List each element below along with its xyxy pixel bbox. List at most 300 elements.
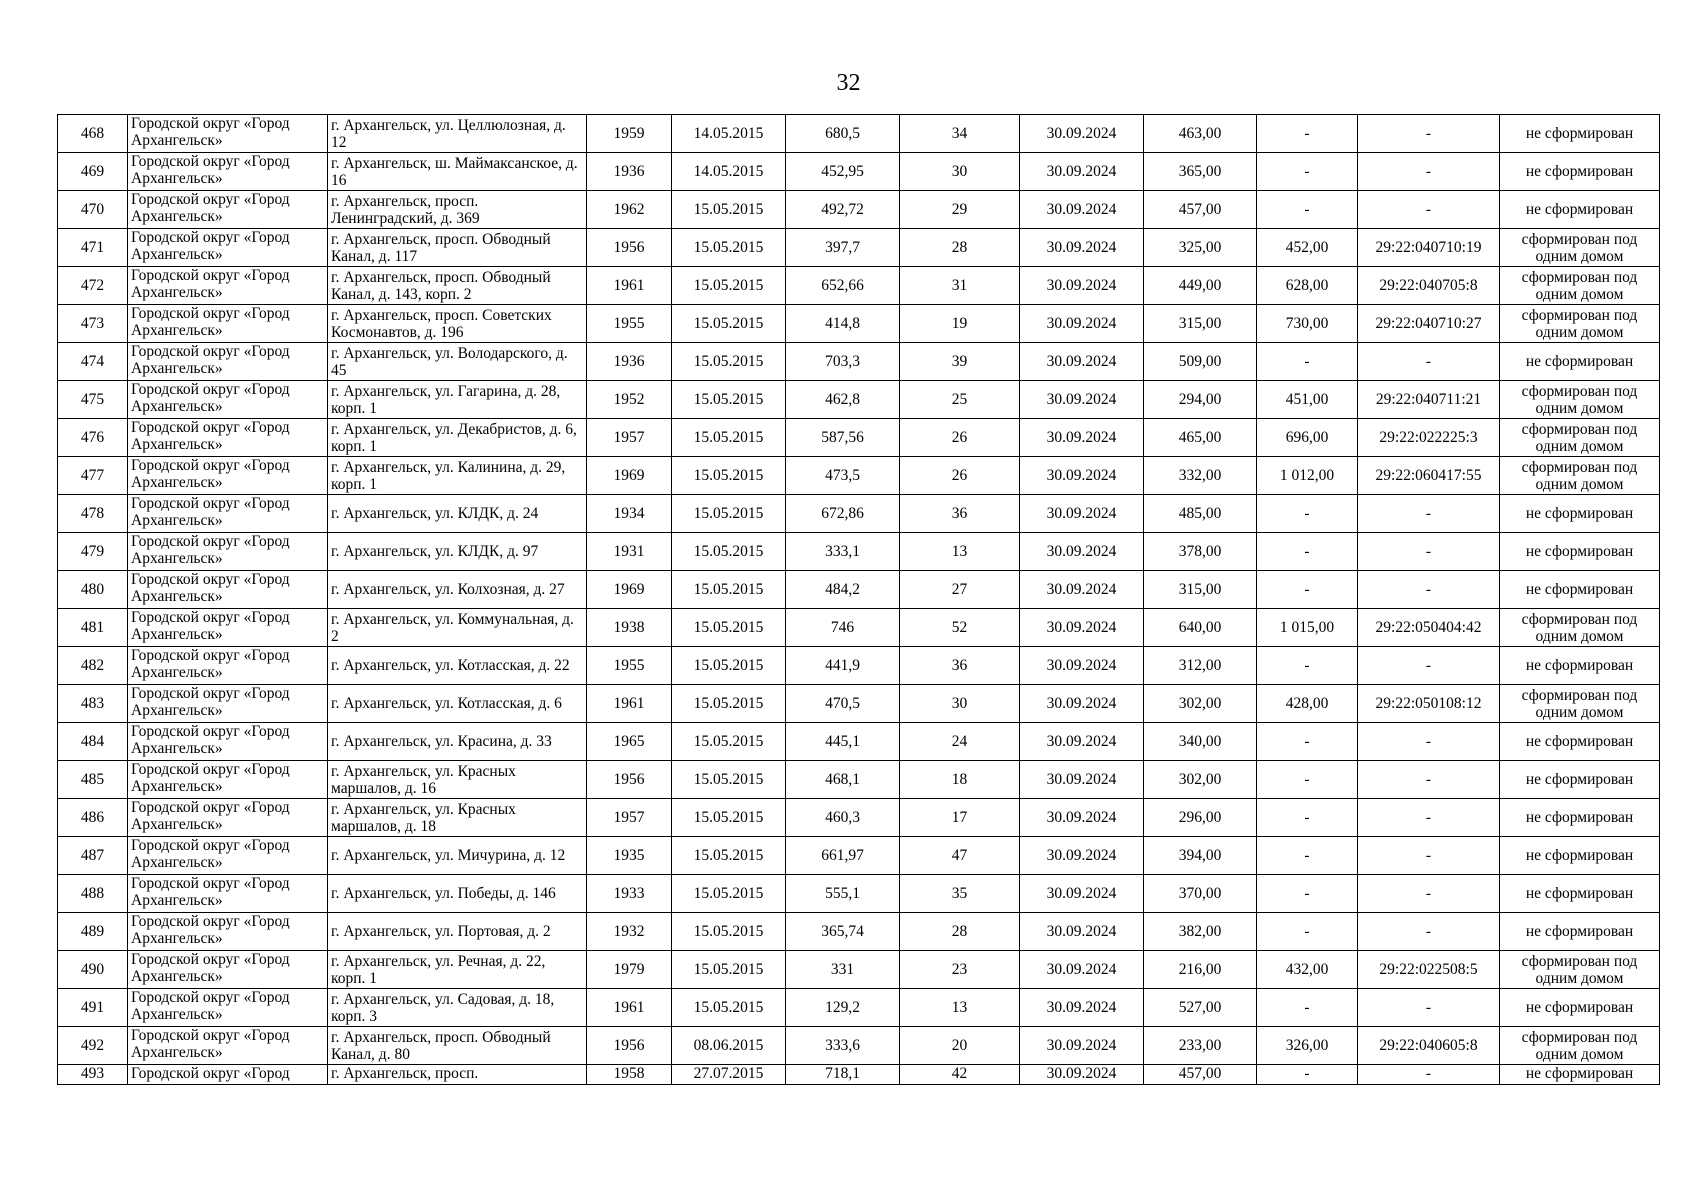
address-cell: г. Архангельск, ул. Красных маршалов, д. 18 [328,799,587,837]
area-cell: 460,3 [786,799,900,837]
year-built-cell: 1957 [587,799,672,837]
table-row [58,153,1660,191]
table-row [58,951,1660,989]
recognition-date-cell: 08.06.2015 [672,1027,786,1065]
address-cell: г. Архангельск, просп. Обводный Канал, д. 143, корп. 2 [328,267,587,305]
year-built-cell: 1931 [587,533,672,571]
residents-cell: 39 [900,343,1020,381]
land-status-cell: не сформирован [1500,571,1660,609]
row-number-cell: 474 [58,343,128,381]
cadastre-number-cell: - [1358,191,1500,229]
area-cell: 484,2 [786,571,900,609]
municipality-cell: Городской округ «Город Архангельск» [128,533,328,571]
year-built-cell: 1961 [587,989,672,1027]
cadastre-number-cell: - [1358,533,1500,571]
land-norm-cell: 216,00 [1144,951,1257,989]
deadline-cell: 30.09.2024 [1020,685,1144,723]
year-built-cell: 1956 [587,1027,672,1065]
land-norm-cell: 382,00 [1144,913,1257,951]
row-number-cell: 491 [58,989,128,1027]
cadastre-number-cell: 29:22:040710:27 [1358,305,1500,343]
residents-cell: 13 [900,989,1020,1027]
year-built-cell: 1935 [587,837,672,875]
year-built-cell: 1955 [587,647,672,685]
land-status-cell: не сформирован [1500,495,1660,533]
land-fact-cell: - [1257,837,1358,875]
municipality-cell: Городской округ «Город Архангельск» [128,723,328,761]
municipality-cell: Городской округ «Город Архангельск» [128,381,328,419]
address-cell: г. Архангельск, ул. Садовая, д. 18, корп. 3 [328,989,587,1027]
area-cell: 672,86 [786,495,900,533]
land-fact-cell: - [1257,153,1358,191]
land-status-cell: не сформирован [1500,837,1660,875]
table-row [58,1027,1660,1065]
area-cell: 462,8 [786,381,900,419]
row-number-cell: 490 [58,951,128,989]
municipality-cell: Городской округ «Город Архангельск» [128,647,328,685]
land-norm-cell: 457,00 [1144,1065,1257,1085]
deadline-cell: 30.09.2024 [1020,723,1144,761]
year-built-cell: 1955 [587,305,672,343]
residents-cell: 42 [900,1065,1020,1085]
residents-cell: 25 [900,381,1020,419]
address-cell: г. Архангельск, ул. Целлюлозная, д. 12 [328,115,587,153]
cadastre-number-cell: - [1358,647,1500,685]
land-norm-cell: 315,00 [1144,571,1257,609]
address-cell: г. Архангельск, ул. Котласская, д. 6 [328,685,587,723]
cadastre-number-cell: - [1358,343,1500,381]
deadline-cell: 30.09.2024 [1020,761,1144,799]
land-status-cell: сформирован под одним домом [1500,305,1660,343]
residents-cell: 17 [900,799,1020,837]
table-row [58,723,1660,761]
recognition-date-cell: 15.05.2015 [672,875,786,913]
cadastre-number-cell: 29:22:022508:5 [1358,951,1500,989]
municipality-cell: Городской округ «Город Архангельск» [128,343,328,381]
table-row [58,381,1660,419]
row-number-cell: 481 [58,609,128,647]
row-number-cell: 487 [58,837,128,875]
residents-cell: 34 [900,115,1020,153]
municipality-cell: Городской округ «Город Архангельск» [128,875,328,913]
row-number-cell: 469 [58,153,128,191]
year-built-cell: 1956 [587,761,672,799]
municipality-cell: Городской округ «Город Архангельск» [128,685,328,723]
land-status-cell: не сформирован [1500,761,1660,799]
recognition-date-cell: 15.05.2015 [672,913,786,951]
deadline-cell: 30.09.2024 [1020,951,1144,989]
municipality-cell: Городской округ «Город Архангельск» [128,153,328,191]
land-norm-cell: 509,00 [1144,343,1257,381]
municipality-cell: Городской округ «Город Архангельск» [128,1027,328,1065]
recognition-date-cell: 15.05.2015 [672,305,786,343]
area-cell: 718,1 [786,1065,900,1085]
municipality-cell: Городской округ «Город Архангельск» [128,609,328,647]
municipality-cell: Городской округ «Город [128,1065,328,1085]
row-number-cell: 489 [58,913,128,951]
row-number-cell: 482 [58,647,128,685]
recognition-date-cell: 15.05.2015 [672,267,786,305]
address-cell: г. Архангельск, ул. Колхозная, д. 27 [328,571,587,609]
land-norm-cell: 332,00 [1144,457,1257,495]
address-cell: г. Архангельск, ул. Победы, д. 146 [328,875,587,913]
land-norm-cell: 457,00 [1144,191,1257,229]
deadline-cell: 30.09.2024 [1020,191,1144,229]
residents-cell: 26 [900,419,1020,457]
area-cell: 703,3 [786,343,900,381]
row-number-cell: 488 [58,875,128,913]
land-fact-cell: - [1257,343,1358,381]
residents-cell: 28 [900,913,1020,951]
land-norm-cell: 302,00 [1144,761,1257,799]
municipality-cell: Городской округ «Город Архангельск» [128,799,328,837]
land-norm-cell: 302,00 [1144,685,1257,723]
deadline-cell: 30.09.2024 [1020,609,1144,647]
cadastre-number-cell: 29:22:050108:12 [1358,685,1500,723]
cadastre-number-cell: - [1358,723,1500,761]
deadline-cell: 30.09.2024 [1020,571,1144,609]
land-fact-cell: - [1257,913,1358,951]
residents-cell: 29 [900,191,1020,229]
deadline-cell: 30.09.2024 [1020,837,1144,875]
year-built-cell: 1956 [587,229,672,267]
deadline-cell: 30.09.2024 [1020,533,1144,571]
table-row [58,913,1660,951]
land-status-cell: не сформирован [1500,647,1660,685]
row-number-cell: 493 [58,1065,128,1085]
cadastre-number-cell: - [1358,799,1500,837]
municipality-cell: Городской округ «Город Архангельск» [128,913,328,951]
area-cell: 492,72 [786,191,900,229]
row-number-cell: 492 [58,1027,128,1065]
deadline-cell: 30.09.2024 [1020,647,1144,685]
municipality-cell: Городской округ «Город Архангельск» [128,267,328,305]
cadastre-number-cell: - [1358,761,1500,799]
area-cell: 333,1 [786,533,900,571]
residents-cell: 19 [900,305,1020,343]
recognition-date-cell: 14.05.2015 [672,153,786,191]
year-built-cell: 1938 [587,609,672,647]
land-status-cell: сформирован под одним домом [1500,1027,1660,1065]
year-built-cell: 1959 [587,115,672,153]
land-status-cell: не сформирован [1500,723,1660,761]
land-fact-cell: 696,00 [1257,419,1358,457]
address-cell: г. Архангельск, ул. Красных маршалов, д. 16 [328,761,587,799]
table-row [58,799,1660,837]
land-status-cell: не сформирован [1500,115,1660,153]
area-cell: 661,97 [786,837,900,875]
table-row [58,761,1660,799]
land-norm-cell: 325,00 [1144,229,1257,267]
recognition-date-cell: 15.05.2015 [672,609,786,647]
cadastre-number-cell: 29:22:040711:21 [1358,381,1500,419]
land-status-cell: не сформирован [1500,989,1660,1027]
land-status-cell: сформирован под одним домом [1500,685,1660,723]
land-status-cell: сформирован под одним домом [1500,457,1660,495]
land-status-cell: не сформирован [1500,875,1660,913]
residents-cell: 30 [900,153,1020,191]
recognition-date-cell: 15.05.2015 [672,837,786,875]
land-norm-cell: 233,00 [1144,1027,1257,1065]
cadastre-number-cell: - [1358,571,1500,609]
area-cell: 445,1 [786,723,900,761]
deadline-cell: 30.09.2024 [1020,229,1144,267]
cadastre-number-cell: 29:22:022225:3 [1358,419,1500,457]
cadastre-number-cell: - [1358,495,1500,533]
deadline-cell: 30.09.2024 [1020,495,1144,533]
land-fact-cell: 428,00 [1257,685,1358,723]
table-row [58,609,1660,647]
recognition-date-cell: 15.05.2015 [672,419,786,457]
cadastre-number-cell: 29:22:050404:42 [1358,609,1500,647]
area-cell: 129,2 [786,989,900,1027]
land-fact-cell: - [1257,647,1358,685]
land-fact-cell: 452,00 [1257,229,1358,267]
land-norm-cell: 449,00 [1144,267,1257,305]
land-norm-cell: 312,00 [1144,647,1257,685]
table-row [58,495,1660,533]
table-row [58,533,1660,571]
table-row [58,115,1660,153]
recognition-date-cell: 15.05.2015 [672,951,786,989]
recognition-date-cell: 15.05.2015 [672,495,786,533]
land-status-cell: не сформирован [1500,343,1660,381]
residents-cell: 20 [900,1027,1020,1065]
deadline-cell: 30.09.2024 [1020,1065,1144,1085]
cadastre-number-cell: - [1358,989,1500,1027]
cadastre-number-cell: 29:22:040605:8 [1358,1027,1500,1065]
land-fact-cell: 1 015,00 [1257,609,1358,647]
land-fact-cell: 432,00 [1257,951,1358,989]
recognition-date-cell: 15.05.2015 [672,457,786,495]
land-fact-cell: - [1257,191,1358,229]
land-norm-cell: 365,00 [1144,153,1257,191]
cadastre-number-cell: - [1358,153,1500,191]
row-number-cell: 475 [58,381,128,419]
area-cell: 414,8 [786,305,900,343]
land-status-cell: не сформирован [1500,799,1660,837]
land-norm-cell: 294,00 [1144,381,1257,419]
year-built-cell: 1933 [587,875,672,913]
row-number-cell: 484 [58,723,128,761]
row-number-cell: 476 [58,419,128,457]
land-fact-cell: - [1257,495,1358,533]
table-row [58,267,1660,305]
address-cell: г. Архангельск, ул. Гагарина, д. 28, корп. 1 [328,381,587,419]
table-row [58,343,1660,381]
area-cell: 470,5 [786,685,900,723]
deadline-cell: 30.09.2024 [1020,913,1144,951]
deadline-cell: 30.09.2024 [1020,989,1144,1027]
land-fact-cell: - [1257,1065,1358,1085]
land-status-cell: не сформирован [1500,533,1660,571]
land-fact-cell: - [1257,571,1358,609]
land-norm-cell: 370,00 [1144,875,1257,913]
address-cell: г. Архангельск, просп. Обводный Канал, д. 80 [328,1027,587,1065]
cadastre-number-cell: - [1358,913,1500,951]
municipality-cell: Городской округ «Город Архангельск» [128,495,328,533]
year-built-cell: 1936 [587,343,672,381]
land-norm-cell: 485,00 [1144,495,1257,533]
year-built-cell: 1965 [587,723,672,761]
recognition-date-cell: 15.05.2015 [672,647,786,685]
recognition-date-cell: 15.05.2015 [672,533,786,571]
year-built-cell: 1961 [587,685,672,723]
recognition-date-cell: 15.05.2015 [672,343,786,381]
deadline-cell: 30.09.2024 [1020,115,1144,153]
land-status-cell: не сформирован [1500,913,1660,951]
row-number-cell: 477 [58,457,128,495]
row-number-cell: 468 [58,115,128,153]
residents-cell: 52 [900,609,1020,647]
municipality-cell: Городской округ «Город Архангельск» [128,229,328,267]
area-cell: 473,5 [786,457,900,495]
housing-table [57,114,1660,1085]
land-fact-cell: - [1257,989,1358,1027]
row-number-cell: 472 [58,267,128,305]
residents-cell: 35 [900,875,1020,913]
land-norm-cell: 463,00 [1144,115,1257,153]
land-fact-cell: - [1257,761,1358,799]
row-number-cell: 485 [58,761,128,799]
cadastre-number-cell: - [1358,1065,1500,1085]
deadline-cell: 30.09.2024 [1020,875,1144,913]
land-status-cell: сформирован под одним домом [1500,267,1660,305]
land-norm-cell: 465,00 [1144,419,1257,457]
land-status-cell: не сформирован [1500,1065,1660,1085]
year-built-cell: 1979 [587,951,672,989]
land-norm-cell: 315,00 [1144,305,1257,343]
residents-cell: 27 [900,571,1020,609]
recognition-date-cell: 15.05.2015 [672,799,786,837]
area-cell: 441,9 [786,647,900,685]
cadastre-number-cell: 29:22:040705:8 [1358,267,1500,305]
year-built-cell: 1969 [587,457,672,495]
table-row [58,1065,1660,1085]
deadline-cell: 30.09.2024 [1020,343,1144,381]
land-fact-cell: - [1257,723,1358,761]
deadline-cell: 30.09.2024 [1020,799,1144,837]
table-row [58,305,1660,343]
address-cell: г. Архангельск, просп. Обводный Канал, д. 117 [328,229,587,267]
year-built-cell: 1952 [587,381,672,419]
municipality-cell: Городской округ «Город Архангельск» [128,419,328,457]
recognition-date-cell: 15.05.2015 [672,761,786,799]
address-cell: г. Архангельск, ул. Декабристов, д. 6, корп. 1 [328,419,587,457]
municipality-cell: Городской округ «Город Архангельск» [128,305,328,343]
area-cell: 652,66 [786,267,900,305]
municipality-cell: Городской округ «Город Архангельск» [128,457,328,495]
residents-cell: 31 [900,267,1020,305]
municipality-cell: Городской округ «Город Архангельск» [128,837,328,875]
municipality-cell: Городской округ «Город Архангельск» [128,115,328,153]
land-fact-cell: - [1257,533,1358,571]
municipality-cell: Городской округ «Город Архангельск» [128,989,328,1027]
land-status-cell: не сформирован [1500,153,1660,191]
recognition-date-cell: 15.05.2015 [672,381,786,419]
municipality-cell: Городской округ «Город Архангельск» [128,571,328,609]
table-row [58,229,1660,267]
table-row [58,571,1660,609]
row-number-cell: 478 [58,495,128,533]
deadline-cell: 30.09.2024 [1020,153,1144,191]
row-number-cell: 471 [58,229,128,267]
land-norm-cell: 378,00 [1144,533,1257,571]
table-body [58,115,1660,1085]
year-built-cell: 1934 [587,495,672,533]
residents-cell: 18 [900,761,1020,799]
land-fact-cell: 628,00 [1257,267,1358,305]
address-cell: г. Архангельск, ул. Мичурина, д. 12 [328,837,587,875]
residents-cell: 28 [900,229,1020,267]
municipality-cell: Городской округ «Город Архангельск» [128,761,328,799]
year-built-cell: 1957 [587,419,672,457]
address-cell: г. Архангельск, просп. Советских Космонавтов, д. 196 [328,305,587,343]
cadastre-number-cell: - [1358,115,1500,153]
address-cell: г. Архангельск, просп. Ленинградский, д. 369 [328,191,587,229]
year-built-cell: 1958 [587,1065,672,1085]
row-number-cell: 486 [58,799,128,837]
land-fact-cell: - [1257,115,1358,153]
land-norm-cell: 340,00 [1144,723,1257,761]
row-number-cell: 480 [58,571,128,609]
land-norm-cell: 640,00 [1144,609,1257,647]
area-cell: 680,5 [786,115,900,153]
land-norm-cell: 527,00 [1144,989,1257,1027]
recognition-date-cell: 15.05.2015 [672,723,786,761]
year-built-cell: 1962 [587,191,672,229]
land-norm-cell: 296,00 [1144,799,1257,837]
cadastre-number-cell: 29:22:040710:19 [1358,229,1500,267]
residents-cell: 36 [900,647,1020,685]
land-fact-cell: 451,00 [1257,381,1358,419]
address-cell: г. Архангельск, ш. Маймаксанское, д. 16 [328,153,587,191]
area-cell: 365,74 [786,913,900,951]
area-cell: 333,6 [786,1027,900,1065]
land-fact-cell: - [1257,875,1358,913]
table-row [58,685,1660,723]
table-row [58,457,1660,495]
address-cell: г. Архангельск, ул. Котласская, д. 22 [328,647,587,685]
municipality-cell: Городской округ «Город Архангельск» [128,191,328,229]
area-cell: 331 [786,951,900,989]
row-number-cell: 483 [58,685,128,723]
deadline-cell: 30.09.2024 [1020,419,1144,457]
cadastre-number-cell: - [1358,875,1500,913]
cadastre-number-cell: - [1358,837,1500,875]
address-cell: г. Архангельск, ул. Володарского, д. 45 [328,343,587,381]
year-built-cell: 1932 [587,913,672,951]
cadastre-number-cell: 29:22:060417:55 [1358,457,1500,495]
address-cell: г. Архангельск, ул. Красина, д. 33 [328,723,587,761]
residents-cell: 30 [900,685,1020,723]
area-cell: 397,7 [786,229,900,267]
address-cell: г. Архангельск, ул. КЛДК, д. 97 [328,533,587,571]
table-row [58,989,1660,1027]
area-cell: 587,56 [786,419,900,457]
address-cell: г. Архангельск, ул. КЛДК, д. 24 [328,495,587,533]
land-status-cell: сформирован под одним домом [1500,951,1660,989]
residents-cell: 23 [900,951,1020,989]
residents-cell: 24 [900,723,1020,761]
deadline-cell: 30.09.2024 [1020,457,1144,495]
table-row [58,837,1660,875]
land-fact-cell: 1 012,00 [1257,457,1358,495]
residents-cell: 36 [900,495,1020,533]
land-fact-cell: 730,00 [1257,305,1358,343]
residents-cell: 13 [900,533,1020,571]
area-cell: 555,1 [786,875,900,913]
